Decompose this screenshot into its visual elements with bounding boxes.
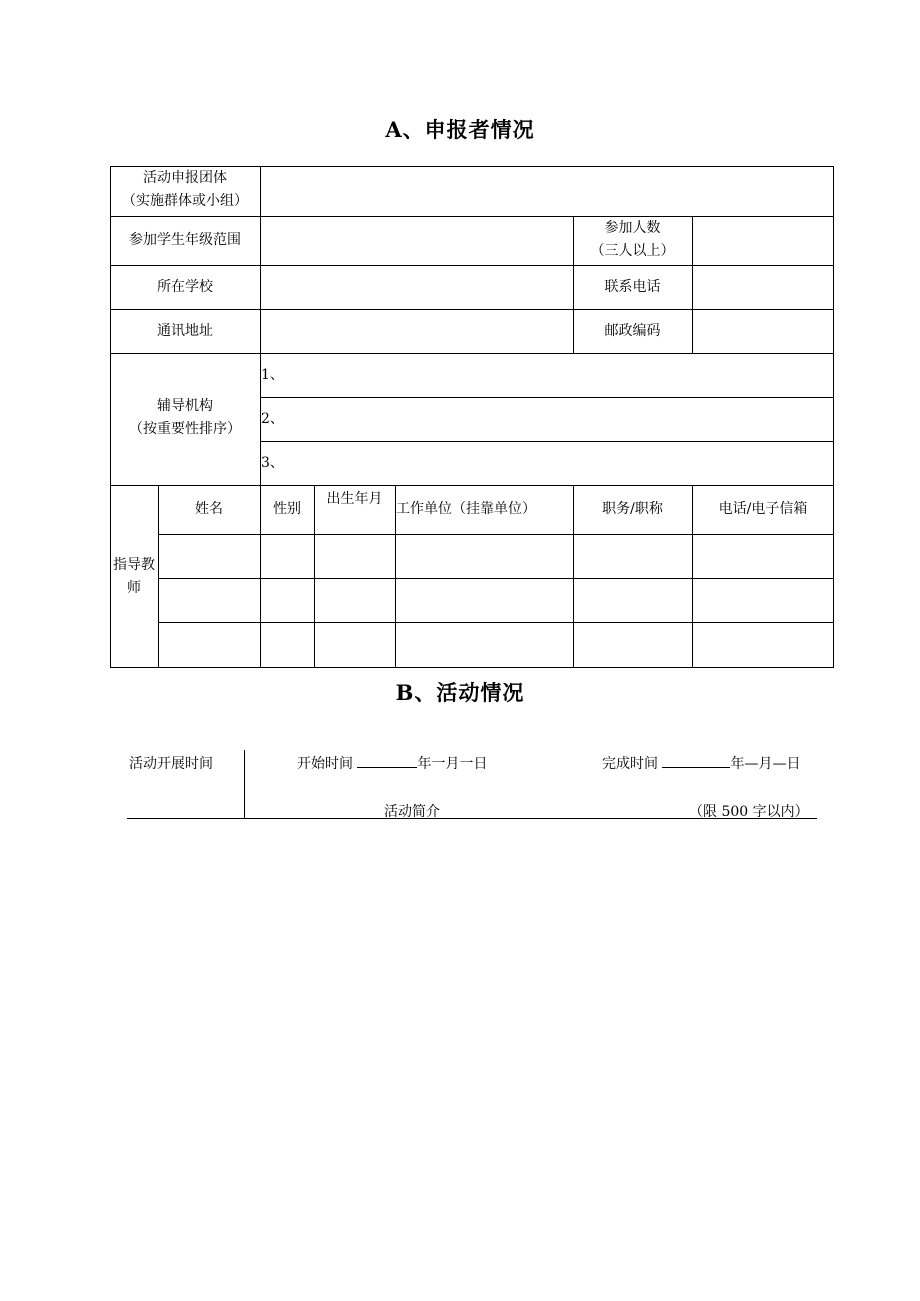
end-time-label: 完成时间 <box>602 756 658 772</box>
section-b-title: B、活动情况 <box>395 680 525 705</box>
postcode-label: 邮政编码 <box>604 323 661 339</box>
applicant-table <box>110 166 834 668</box>
address-label: 通讯地址 <box>157 323 213 339</box>
activity-intro-limit: （限 500 字以内） <box>689 804 809 820</box>
school-label: 所在学校 <box>157 279 213 295</box>
section-a-title: A、申报者情况 <box>385 117 535 142</box>
activity-time-label: 活动开展时间 <box>129 756 213 772</box>
column-header-birth: 出生年月 <box>326 491 383 507</box>
start-time-suffix: 年一月一日 <box>417 756 488 772</box>
row-line <box>110 353 834 354</box>
end-year-blank[interactable] <box>662 754 730 768</box>
end-time <box>602 753 800 773</box>
grade-range-label: 参加学生年级范围 <box>129 232 241 248</box>
end-time-suffix: 年—月—日 <box>730 756 801 772</box>
column-header-gender: 性别 <box>273 501 301 517</box>
column-header-title: 职务/职称 <box>602 501 663 517</box>
participants-label: 参加人数 （三人以上） <box>590 220 675 259</box>
group-label: 活动申报团体 （实施群体或小组） <box>122 170 248 209</box>
activity-intro-label: 活动简介 <box>384 804 440 820</box>
advisory-item-3: 3、 <box>261 455 284 471</box>
advisory-item-1: 1、 <box>261 367 284 383</box>
col-line <box>314 485 315 668</box>
advisory-item-2: 2、 <box>261 411 284 427</box>
column-header-name: 姓名 <box>195 501 223 517</box>
table-border <box>833 166 834 668</box>
teacher-label: 指导教 师 <box>113 557 155 596</box>
start-time-label: 开始时间 <box>297 756 353 772</box>
column-header-employer: 工作单位（挂靠单位） <box>396 501 536 517</box>
start-time <box>297 753 487 773</box>
phone-label: 联系电话 <box>604 279 661 295</box>
col-line <box>692 216 693 353</box>
row-line <box>110 265 834 266</box>
row-line <box>260 397 834 398</box>
activity-divider <box>244 750 245 819</box>
row-line <box>260 441 834 442</box>
advisory-label: 辅导机构 （按重要性排序） <box>129 398 241 437</box>
row-line <box>110 485 834 486</box>
start-year-blank[interactable] <box>357 754 417 768</box>
row-line <box>110 309 834 310</box>
table-border <box>110 667 834 668</box>
column-header-contact: 电话/电子信箱 <box>718 501 808 517</box>
col-line <box>260 166 261 485</box>
